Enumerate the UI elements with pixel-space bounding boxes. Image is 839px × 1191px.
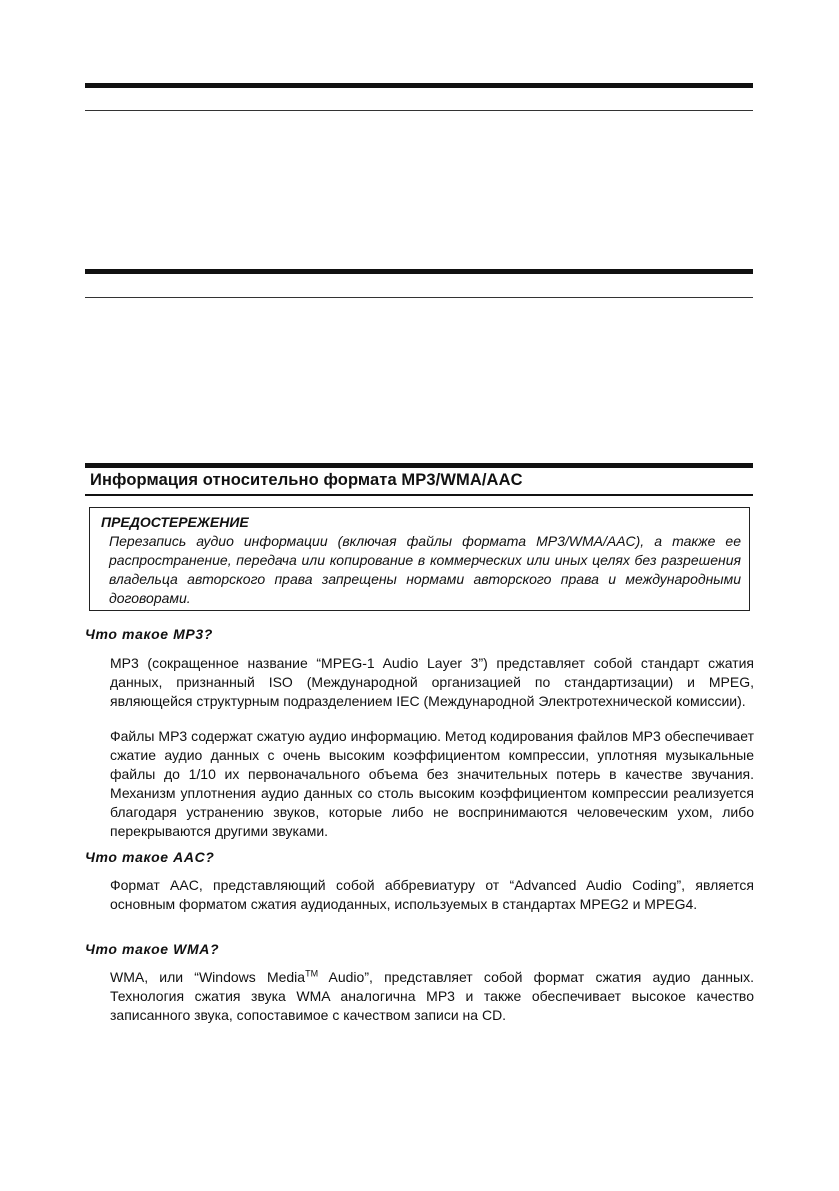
top-rule-thin-1 [85,110,753,111]
section-rule-bottom [85,494,753,496]
section-title: Информация относительно формата MP3/WMA/AAC [90,471,523,489]
mp3-paragraph-1: MP3 (сокращенное название “MPEG-1 Audio Layer 3”) представляет собой стандарт сжатия данных, признанный ISO (Международной организацией по стандартизации) и MPEG, являющейся структурным подразделением IEC (Международной Электротехнической комиссии). [110,655,754,709]
aac-paragraph: Формат AAC, представляющий собой аббревиатуру от “Advanced Audio Coding”, является основным форматом сжатия аудиоданных, используемых в стандартах MPEG2 и MPEG4. [110,877,754,912]
wma-paragraph-end: Audio”, представляет собой формат сжатия аудио данных. Технология сжатия звука WMA аналогична MP3 и также обеспечивает высокое качество записанного звука, сопоставимое с качеством записи на CD. [110,969,754,1023]
mp3-heading: Что такое MP3? [85,626,213,642]
mp3-paragraph-2: Файлы MP3 содержат сжатую аудио информацию. Метод кодирования файлов MP3 обеспечивает сжатие аудио данных с очень высоким коэффициентом компрессии, уплотняя музыкальные файлы до 1/10 их первоначального объема без значительных потерь в качестве звучания. Механизм уплотнения аудио данных со столь высоким коэффициентом компрессии реализуется благодаря устранению звуков, которые либо не воспринимаются человеческим ухом, либо перекрываются другими звуками. [110,728,754,839]
top-rule-thin-2 [85,297,753,298]
wma-heading: Что такое WMA? [85,941,220,957]
caution-text: Перезапись аудио информации (включая файлы формата MP3/WMA/AAC), а также ее распространение, передача или копирование в коммерческих или иных целях без разрешения владельца авторского права запрещены нормами авторского права и международными договорами. [109,533,741,606]
trademark-mark: TM [305,968,319,979]
caution-box [89,507,750,611]
wma-paragraph [110,968,754,1025]
aac-heading: Что такое AAC? [85,849,215,865]
section-rule-top [85,463,753,468]
top-rule-thick-1 [85,83,753,88]
top-rule-thick-2 [85,269,753,274]
wma-paragraph-start: WMA, или “Windows Media [110,969,306,985]
caution-title: ПРЕДОСТЕРЕЖЕНИЕ [101,514,249,530]
